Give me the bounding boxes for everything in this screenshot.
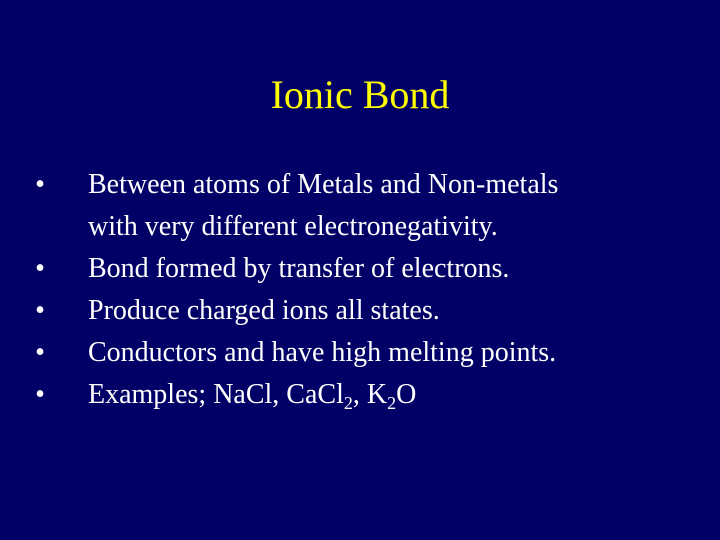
bullet-icon: • bbox=[35, 169, 45, 200]
bullet-list bbox=[30, 164, 700, 416]
bullet-item-4 bbox=[30, 332, 700, 374]
slide-title: Ionic Bond bbox=[270, 72, 450, 117]
bullet-text-1-line-2: with very different electronegativity. bbox=[88, 211, 498, 242]
bullet-icon: • bbox=[35, 337, 45, 368]
bullet-text-5-prefix: Examples; NaCl, CaCl bbox=[88, 379, 344, 410]
bullet-text-3: Produce charged ions all states. bbox=[88, 295, 440, 326]
bullet-icon: • bbox=[35, 295, 45, 326]
bullet-item-5 bbox=[30, 374, 700, 416]
bullet-text-2: Bond formed by transfer of electrons. bbox=[88, 253, 510, 284]
bullet-item-3 bbox=[30, 290, 700, 332]
bullet-item-2 bbox=[30, 248, 700, 290]
bullet-text-4: Conductors and have high melting points. bbox=[88, 337, 557, 368]
bullet-icon: • bbox=[35, 253, 45, 284]
bullet-text-5-mid: , K bbox=[352, 379, 388, 410]
bullet-text-1-line-1: Between atoms of Metals and Non-metals bbox=[88, 169, 559, 200]
bullet-icon: • bbox=[35, 379, 45, 410]
bullet-text-5-suffix: O bbox=[396, 379, 417, 410]
bullet-item-1 bbox=[30, 164, 700, 248]
subscript-k2o: 2 bbox=[387, 393, 397, 413]
subscript-cacl2: 2 bbox=[343, 393, 353, 413]
